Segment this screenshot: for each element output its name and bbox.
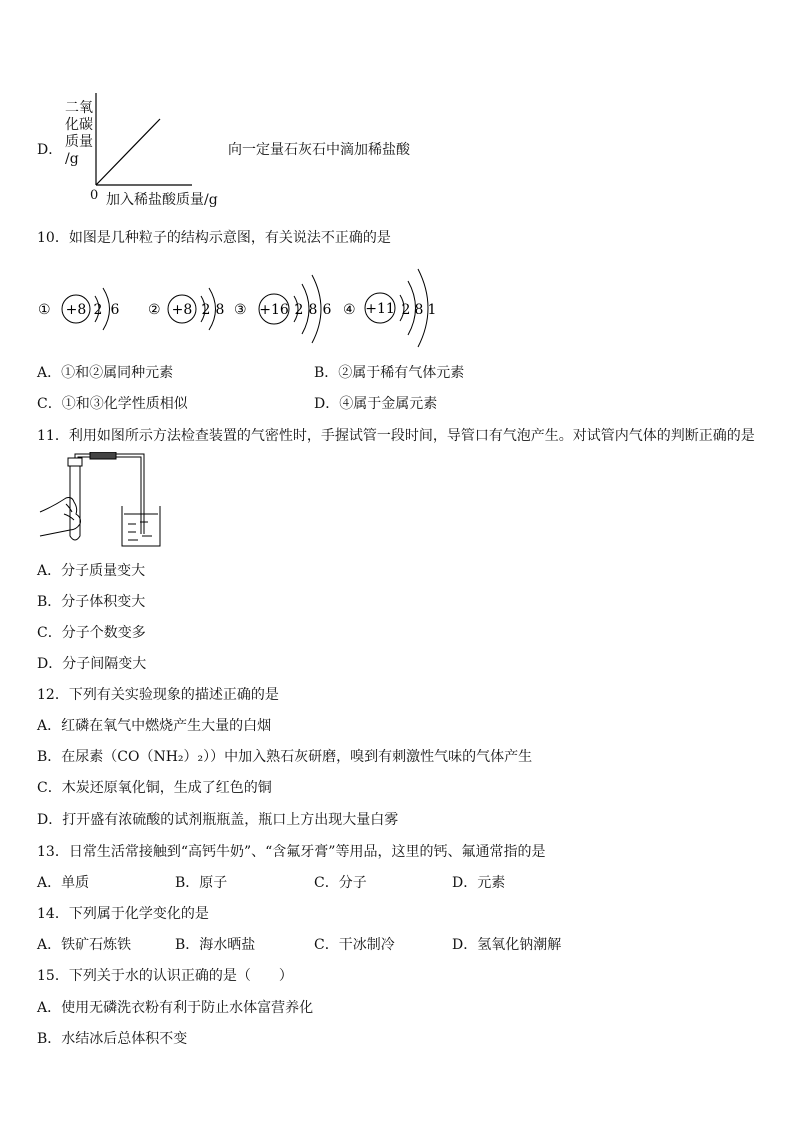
q13-option-a[interactable]: A．单质 [37, 875, 90, 891]
delivery-tube [75, 454, 144, 534]
q12-option-c[interactable]: C．木炭还原氧化铜，生成了红色的铜 [37, 780, 272, 796]
particle-1-shell-2 [103, 288, 110, 330]
particle-3-shell-1-count: 2 [294, 302, 304, 318]
chart-xlabel: 加入稀盐酸质量/g [106, 192, 218, 208]
chart-ylabel-line-3: 质量 [65, 134, 93, 150]
q14-option-c[interactable]: C．干冰制冷 [314, 937, 395, 953]
q11-stem: 11．利用如图所示方法检查装置的气密性时，手握试管一段时间，导管口有气泡产生。对试管内气体的判断正确的是 [37, 428, 755, 444]
q13-stem: 13．日常生活常接触到“高钙牛奶”、“含氟牙膏”等用品，这里的钙、氟通常指的是 [37, 844, 546, 860]
q13-option-b[interactable]: B．原子 [175, 875, 228, 891]
q12-option-b[interactable]: B．在尿素（CO（NH₂）₂））中加入熟石灰研磨，嗅到有刺激性气味的气体产生 [37, 749, 533, 765]
particle-4-nucleus-charge: +11 [365, 301, 395, 317]
q14-option-a[interactable]: A．铁矿石炼铁 [37, 937, 132, 953]
particle-diagrams [0, 255, 794, 360]
particle-1-nucleus-charge: +8 [65, 302, 87, 318]
particle-2-marker: ② [148, 302, 161, 318]
q15-stem: 15．下列关于水的认识正确的是（ ） [37, 968, 293, 984]
q10-option-a[interactable]: A．①和②属同种元素 [37, 365, 174, 381]
chart-series-line [96, 119, 160, 185]
q11-option-a[interactable]: A．分子质量变大 [37, 563, 146, 579]
q12-option-a[interactable]: A．红磷在氧气中燃烧产生大量的白烟 [37, 718, 272, 734]
particle-3-marker: ③ [234, 302, 247, 318]
particle-4-shell-2-count: 8 [414, 302, 424, 318]
particle-4-marker: ④ [343, 302, 356, 318]
particle-1-shell-1-count: 2 [93, 302, 103, 318]
q10-option-c[interactable]: C．①和③化学性质相似 [37, 396, 188, 412]
particle-1-marker: ① [38, 302, 51, 318]
q10-stem: 10．如图是几种粒子的结构示意图，有关说法不正确的是 [37, 230, 391, 246]
chart-ylabel-line-1: 二氧 [65, 100, 93, 116]
q13-option-c[interactable]: C．分子 [314, 875, 367, 891]
particle-3-shell-2-count: 8 [308, 302, 318, 318]
particle-4-shell-3-count: 1 [427, 302, 437, 318]
q10-option-b[interactable]: B．②属于稀有气体元素 [314, 365, 465, 381]
co2-mass-chart [0, 0, 794, 220]
q14-option-d[interactable]: D．氢氧化钠潮解 [452, 937, 562, 953]
q14-stem: 14．下列属于化学变化的是 [37, 906, 209, 922]
particle-1-shell-2-count: 6 [110, 302, 120, 318]
chart-ylabel-line-4: /g [65, 151, 79, 167]
airtightness-apparatus-figure [36, 452, 166, 552]
q15-option-a[interactable]: A．使用无磷洗衣粉有利于防止水体富营养化 [37, 1000, 314, 1016]
q9-option-d-label: D． [37, 142, 63, 158]
particle-3-nucleus-charge: +16 [259, 302, 289, 318]
q11-option-c[interactable]: C．分子个数变多 [37, 625, 146, 641]
chart-origin-label: 0 [90, 188, 99, 203]
q14-option-b[interactable]: B．海水晒盐 [175, 937, 256, 953]
q9-option-d-text: 向一定量石灰石中滴加稀盐酸 [228, 142, 410, 158]
particle-4-shell-1-count: 2 [401, 302, 411, 318]
chart-ylabel-line-2: 化碳 [65, 117, 93, 133]
particle-2-shell-1-count: 2 [201, 302, 211, 318]
q10-option-d[interactable]: D．④属于金属元素 [314, 396, 438, 412]
particle-2-nucleus-charge: +8 [171, 302, 193, 318]
q12-stem: 12．下列有关实验现象的描述正确的是 [37, 687, 279, 703]
hand-icon [40, 498, 81, 537]
particle-3-shell-3-count: 6 [322, 302, 332, 318]
q13-option-d[interactable]: D．元素 [452, 875, 506, 891]
particle-2-shell-2-count: 8 [215, 302, 225, 318]
q11-option-b[interactable]: B．分子体积变大 [37, 594, 146, 610]
test-tube [70, 460, 80, 540]
tube-stopper [68, 458, 82, 466]
q11-option-d[interactable]: D．分子间隔变大 [37, 656, 147, 672]
q15-option-b[interactable]: B．水结冰后总体积不变 [37, 1031, 188, 1047]
q12-option-d[interactable]: D．打开盛有浓硫酸的试剂瓶瓶盖，瓶口上方出现大量白雾 [37, 812, 399, 828]
